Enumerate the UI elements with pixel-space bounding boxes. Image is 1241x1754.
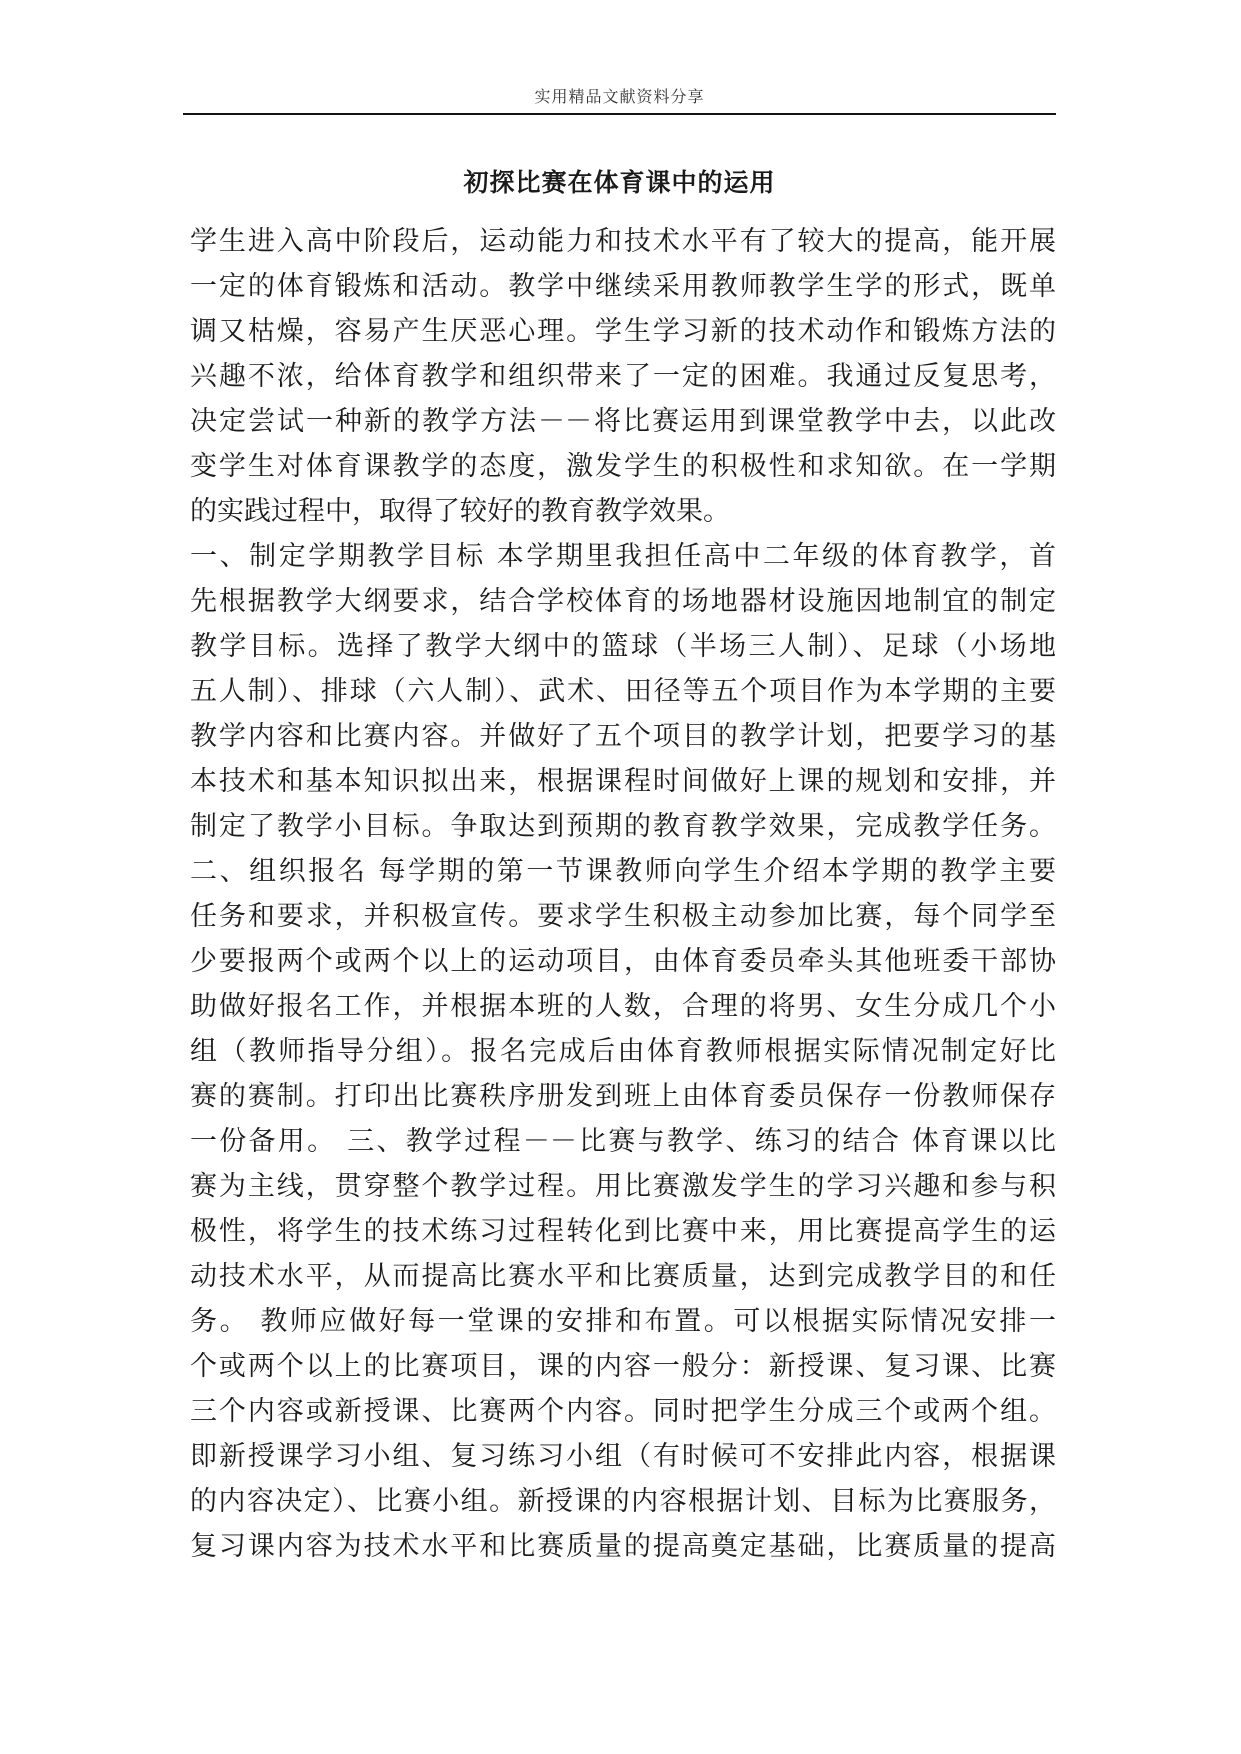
text-line: 务。 教师应做好每一堂课的安排和布置。可以根据实际情况安排一 [190,1306,1056,1337]
text-line: 任务和要求，并积极宣传。要求学生积极主动参加比赛，每个同学至 [190,901,1056,932]
text-line: 制定了教学小目标。争取达到预期的教育教学效果，完成教学任务。 [190,811,1056,842]
text-line: 赛的赛制。打印出比赛秩序册发到班上由体育委员保存一份教师保存 [190,1081,1056,1112]
text-line: 五人制）、排球（六人制）、武术、田径等五个项目作为本学期的主要 [190,676,1056,707]
document-title: 初探比赛在体育课中的运用 [463,168,776,197]
text-line: 先根据教学大纲要求，结合学校体育的场地器材设施因地制宜的制定 [190,586,1056,617]
text-line: 极性，将学生的技术练习过程转化到比赛中来，用比赛提高学生的运 [190,1216,1056,1247]
text-line: 三个内容或新授课、比赛两个内容。同时把学生分成三个或两个组。 [190,1396,1056,1427]
text-line: 一、制定学期教学目标 本学期里我担任高中二年级的体育教学，首 [190,541,1056,572]
text-line: 复习课内容为技术水平和比赛质量的提高奠定基础，比赛质量的提高 [190,1531,1056,1562]
text-line: 调又枯燥，容易产生厌恶心理。学生学习新的技术动作和锻炼方法的 [190,316,1056,347]
text-line: 一份备用。 三、教学过程－－比赛与教学、练习的结合 体育课以比 [190,1126,1056,1157]
document-body [190,219,1056,1569]
page-header: 实用精品文献资料分享 [534,87,705,106]
text-line: 变学生对体育课教学的态度，激发学生的积极性和求知欲。在一学期 [190,451,1056,482]
text-line: 组（教师指导分组）。报名完成后由体育教师根据实际情况制定好比 [190,1036,1056,1067]
text-line: 二、组织报名 每学期的第一节课教师向学生介绍本学期的教学主要 [190,856,1056,887]
text-line: 学生进入高中阶段后，运动能力和技术水平有了较大的提高，能开展 [190,226,1056,257]
header-divider [183,113,1056,115]
text-line: 的实践过程中，取得了较好的教育教学效果。 [190,496,730,527]
text-line: 教学内容和比赛内容。并做好了五个项目的教学计划，把要学习的基 [190,721,1056,752]
text-line: 决定尝试一种新的教学方法－－将比赛运用到课堂教学中去，以此改 [190,406,1056,437]
text-line: 本技术和基本知识拟出来，根据课程时间做好上课的规划和安排，并 [190,766,1056,797]
text-line: 的内容决定）、比赛小组。新授课的内容根据计划、目标为比赛服务， [190,1486,1056,1517]
text-line: 一定的体育锻炼和活动。教学中继续采用教师教学生学的形式，既单 [190,271,1056,302]
text-line: 兴趣不浓，给体育教学和组织带来了一定的困难。我通过反复思考， [190,361,1056,392]
text-line: 助做好报名工作，并根据本班的人数，合理的将男、女生分成几个小 [190,991,1056,1022]
text-line: 赛为主线，贯穿整个教学过程。用比赛激发学生的学习兴趣和参与积 [190,1171,1056,1202]
text-line: 教学目标。选择了教学大纲中的篮球（半场三人制）、足球（小场地 [190,631,1056,662]
text-line: 动技术水平，从而提高比赛水平和比赛质量，达到完成教学目的和任 [190,1261,1056,1292]
text-line: 即新授课学习小组、复习练习小组（有时候可不安排此内容，根据课 [190,1441,1056,1472]
text-line: 个或两个以上的比赛项目，课的内容一般分：新授课、复习课、比赛 [190,1351,1056,1382]
text-line: 少要报两个或两个以上的运动项目，由体育委员牵头其他班委干部协 [190,946,1056,977]
